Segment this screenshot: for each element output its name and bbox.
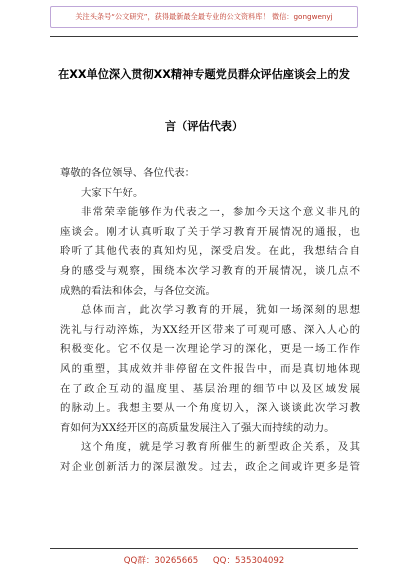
- footer-divider: [50, 548, 358, 549]
- body-line: 在了政企互动的温度里、基层治理的细节中以及区域发展: [60, 382, 360, 395]
- document-title-line-1: 在XX单位深入贯彻XX精神专题党员群众评估座谈会上的发: [58, 68, 350, 81]
- body-line: 非常荣幸能够作为代表之一，参加今天这个意义非凡的: [81, 206, 360, 219]
- body-line: 积极变化。它不仅是一次理论学习的深化，更是一场工作作: [60, 343, 360, 356]
- body-line: 座谈会。刚才认真听取了关于学习教育开展情况的通报，也: [60, 225, 360, 238]
- footer-qq: QQ：535304092: [212, 556, 285, 566]
- body-line: 的脉动上。我想主要从一个角度切入，深入谈谈此次学习教: [60, 402, 360, 415]
- footer-contact: [50, 554, 358, 566]
- body-line: 风的重塑，其成效并非停留在文件报告中，而是真切地体现: [60, 362, 360, 375]
- body-line: 育如何为XX经开区的高质量发展注入了强大而持续的动力。: [60, 421, 335, 434]
- body-line: 洗礼与行动淬炼，为XX经开区带来了可观可感、深入人心的: [60, 323, 360, 336]
- body-line: 聆听了其他代表的真知灼见，深受启发。在此，我想结合自: [60, 245, 360, 258]
- body-line: 这个角度，就是学习教育所催生的新型政企关系，及其: [81, 441, 360, 454]
- document-body: [60, 164, 360, 478]
- body-line: 身的感受与观察，围绕本次学习教育的开展情况，谈几点不: [60, 264, 360, 277]
- document-title-line-2: 言（评估代表）: [164, 120, 244, 133]
- body-line-greeting: 大家下午好。: [81, 186, 144, 199]
- header-banner-text: 关注头条号“公文研究”，获得最新最全最专业的公文资料库！ 微信：gongwenyj: [75, 12, 333, 21]
- footer-qq-group: QQ群：30265665: [123, 556, 199, 566]
- body-line: 总体而言，此次学习教育的开展，犹如一场深刻的思想: [81, 304, 360, 317]
- header-divider: [50, 36, 358, 37]
- body-line-salutation: 尊敬的各位领导、各位代表：: [60, 167, 196, 179]
- body-line: 对企业创新活力的深层激发。过去，政企之间或许更多是管: [60, 460, 360, 473]
- header-banner: [50, 6, 358, 28]
- body-line: 成熟的看法和体会，与各位交流。: [60, 284, 216, 297]
